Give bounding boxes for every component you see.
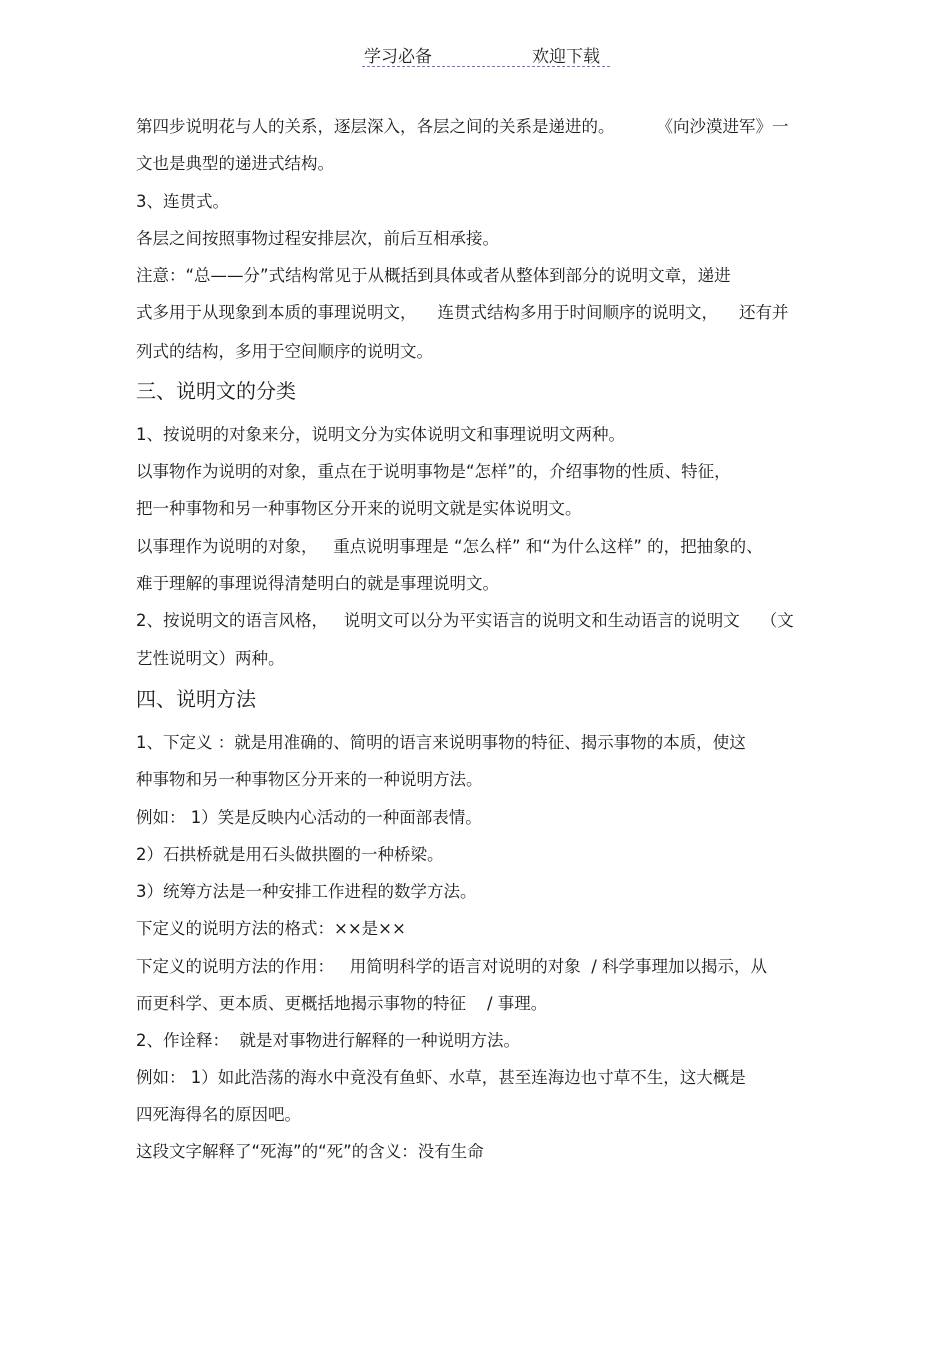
paragraph-line: 种事物和另一种事物区分开来的一种说明方法。 [136,770,483,789]
paragraph-line: 1、按说明的对象来分，说明文分为实体说明文和事理说明文两种。 [136,425,625,444]
section-heading: 四、说明方法 [136,687,256,711]
header-right-text: 欢迎下载 [532,47,600,67]
paragraph-line: 以事物作为说明的对象，重点在于说明事物是“怎样”的，介绍事物的性质、特征， [136,462,731,481]
paragraph-line: 第四步说明花与人的关系，逐层深入，各层之间的关系是递进的。 《向沙漠进军》一 [136,117,789,136]
section-heading: 三、说明文的分类 [136,379,296,403]
paragraph-line: 四死海得名的原因吧。 [136,1105,301,1124]
paragraph-line: 而更科学、更本质、更概括地揭示事物的特征 / 事理。 [136,994,548,1013]
paragraph-line: 例如： 1）如此浩荡的海水中竟没有鱼虾、水草，甚至连海边也寸草不生，这大概是 [136,1068,746,1087]
paragraph-line: 式多用于从现象到本质的事理说明文， 连贯式结构多用于时间顺序的说明文， 还有并 [136,303,789,322]
paragraph-line: 2、作诠释： 就是对事物进行解释的一种说明方法。 [136,1031,520,1050]
paragraph-line: 以事理作为说明的对象， 重点说明事理是 “怎么样” 和“为什么这样” 的，把抽象的、 [136,537,763,556]
paragraph-line: 艺性说明文）两种。 [136,649,285,668]
paragraph-line: 列式的结构，多用于空间顺序的说明文。 [136,342,433,361]
paragraph-line: 下定义的说明方法的作用： 用简明科学的语言对说明的对象 / 科学事理加以揭示，从 [136,957,768,976]
page-header [362,40,610,67]
paragraph-line: 例如： 1）笑是反映内心活动的一种面部表情。 [136,808,482,827]
paragraph-line: 3）统筹方法是一种安排工作进程的数学方法。 [136,882,477,901]
header-left-text: 学习必备 [364,47,432,67]
paragraph-line: 各层之间按照事物过程安排层次，前后互相承接。 [136,229,499,248]
paragraph-line: 2、按说明文的语言风格， 说明文可以分为平实语言的说明文和生动语言的说明文 （文 [136,611,794,630]
paragraph-line: 这段文字解释了“死海”的“死”的含义：没有生命 [136,1142,484,1161]
paragraph-line: 注意：“总——分”式结构常见于从概括到具体或者从整体到部分的说明文章，递进 [136,266,731,285]
paragraph-line: 把一种事物和另一种事物区分开来的说明文就是实体说明文。 [136,499,582,518]
paragraph-line: 下定义的说明方法的格式：××是×× [136,919,406,938]
paragraph-line: 2）石拱桥就是用石头做拱圈的一种桥梁。 [136,845,444,864]
paragraph-line: 难于理解的事理说得清楚明白的就是事理说明文。 [136,574,499,593]
list-item-title: 3、连贯式。 [136,192,229,211]
paragraph-line: 1、下定义 ：就是用准确的、简明的语言来说明事物的特征、揭示事物的本质，使这 [136,733,746,752]
paragraph-line: 文也是典型的递进式结构。 [136,154,334,173]
